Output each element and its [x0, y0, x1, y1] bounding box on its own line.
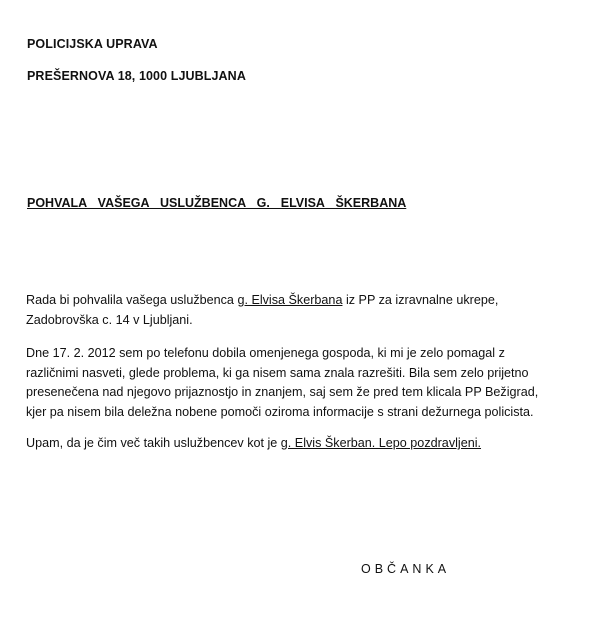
paragraph-line: presenečena nad njegovo prijaznostjo in znanjem, saj sem že pred tem klicala PP Bežigrad, — [26, 385, 539, 399]
text-segment: iz PP za izravnalne ukrepe, — [342, 293, 499, 307]
paragraph-line: kjer pa nisem bila deležna nobene pomoči oziroma informacije s strani dežurnega policista. — [26, 404, 534, 419]
paragraph-line — [26, 434, 586, 454]
text-segment: Rada bi pohvalila vašega uslužbenca — [26, 293, 238, 307]
paragraph-intro — [26, 291, 586, 330]
employee-name: g. Elvisa Škerbana — [237, 293, 343, 307]
text-segment: Upam, da je čim več takih uslužbencev kot je — [26, 436, 281, 450]
paragraph-line — [26, 291, 586, 311]
paragraph-line: različnimi nasveti, glede problema, ki ga nisem sama znala razrešiti. Bila sem zelo prijetno — [26, 365, 529, 380]
signature: OBČANKA — [361, 562, 451, 576]
paragraph-line: Dne 17. 2. 2012 sem po telefonu dobila omenjenega gospoda, ki mi je zelo pomagal z — [26, 346, 505, 360]
closing-greeting: g. Elvis Škerban. Lepo pozdravljeni. — [280, 436, 482, 450]
letter-subject: POHVALA VAŠEGA USLUŽBENCA G. ELVISA ŠKERBANA — [27, 196, 407, 210]
recipient-organization: POLICIJSKA UPRAVA — [27, 37, 158, 51]
recipient-address: PREŠERNOVA 18, 1000 LJUBLJANA — [27, 69, 246, 83]
paragraph-details — [26, 344, 586, 422]
paragraph-closing — [26, 434, 586, 454]
paragraph-line: Zadobrovška c. 14 v Ljubljani. — [26, 312, 193, 327]
